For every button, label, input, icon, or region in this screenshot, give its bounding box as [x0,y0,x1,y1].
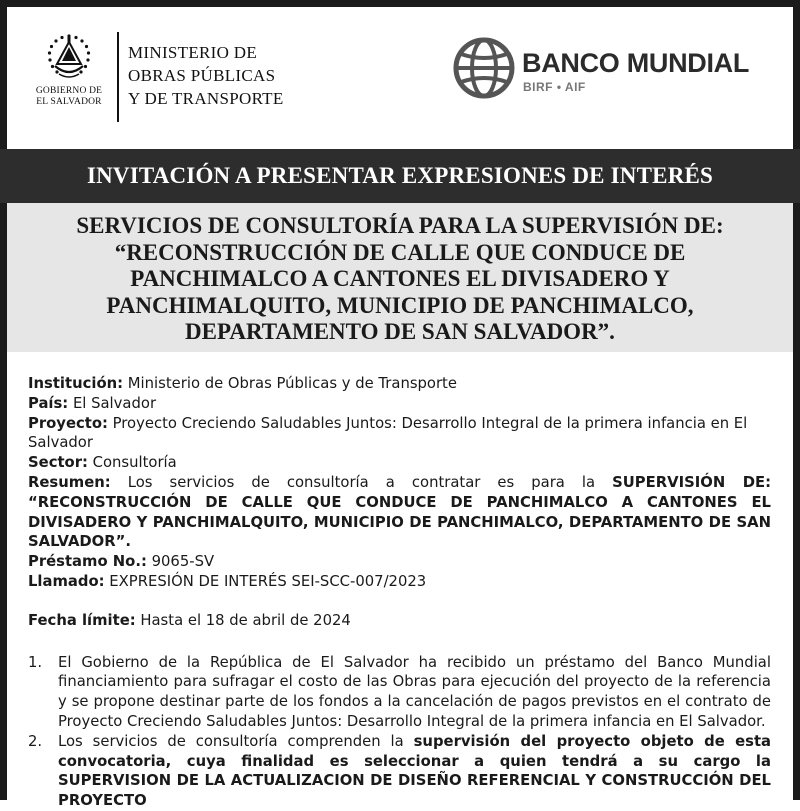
ministry-line2: OBRAS PÚBLICAS [128,66,276,85]
llamado-label: Llamado: [28,572,105,590]
ministry-name [128,41,284,110]
fecha-limite-value: Hasta el 18 de abril de 2024 [135,611,351,629]
resumen-label: Resumen: [28,473,111,491]
resumen-value: Los servicios de consultoría a contratar es para la [110,473,613,491]
sector-value: Consultoría [87,454,177,472]
pais-value: El Salvador [68,394,157,412]
top-frame-border [0,0,800,7]
title-line2: “RECONSTRUCCIÓN DE CALLE QUE CONDUCE DE [114,239,686,265]
list-item-text: El Gobierno de la República de El Salvador ha recibido un préstamo del Banco Mundial financiamiento para sufragar el costo de las Obras para ejecución del proyecto de la referencia y se propone destinar parte de los fondos a la cancelación de pagos previstos en el contrato de Proyecto Creciendo Saludables Juntos: Desarrollo Integral de la primera infancia en El Salvador. [58,653,771,730]
title-line4: PANCHIMALQUITO, MUNICIPIO DE PANCHIMALCO, [106,292,694,318]
prestamo-field [28,552,771,572]
title-line5: DEPARTAMENTO DE SAN SALVADOR”. [185,319,615,344]
list-item [28,653,771,732]
seal-caption-line2: EL SALVADOR [36,97,102,107]
world-bank-subtitle: BIRF • AIF [523,80,586,94]
list-item-number: 2. [28,732,43,750]
list-item-number: 1. [28,653,43,671]
spacer [28,631,771,653]
institucion-field [28,374,771,394]
resumen-field [28,473,771,552]
document-body [28,374,771,811]
pais-label: País: [28,394,69,412]
list-item-text: Los servicios de consultoría comprenden la [58,732,414,750]
coat-of-arms-icon [43,32,95,82]
proyecto-label: Proyecto: [28,414,108,432]
el-salvador-seal [32,32,106,108]
fecha-limite-label: Fecha límite: [28,611,136,629]
ministry-line1: MINISTERIO DE [128,43,258,62]
header-divider [117,32,119,122]
list-item [28,732,771,811]
world-bank-globe-icon [452,36,516,100]
proyecto-value: Proyecto Creciendo Saludables Juntos: Desarrollo Integral de la primera infancia en El Salvador [28,414,748,452]
spacer [28,592,771,611]
title-line1: SERVICIOS DE CONSULTORÍA PARA LA SUPERVISIÓN DE: [76,213,724,238]
resumen-bold-text: SUPERVISIÓN DE: “RECONSTRUCCIÓN DE CALLE QUE CONDUCE DE PANCHIMALCO A CANTONES EL DIVISADERO Y PANCHIMALQUITO, MUNICIPIO DE PANCHIMALCO, DEPARTAMENTO DE SAN SALVADOR”. [28,473,772,551]
right-frame-border [793,0,800,800]
title-box [7,203,793,352]
prestamo-label: Préstamo No.: [28,553,147,571]
fecha-limite-field [28,611,771,631]
numbered-list [28,653,771,811]
institucion-label: Institución: [28,375,124,392]
invitation-banner: INVITACIÓN A PRESENTAR EXPRESIONES DE INTERÉS [0,149,800,203]
seal-caption [32,86,106,108]
prestamo-value: 9065-SV [146,553,215,571]
institucion-value: Ministerio de Obras Públicas y de Transporte [123,375,457,392]
sector-label: Sector: [28,454,88,472]
list-item-bold-text: supervisión del proyecto objeto de esta convocatoria, cuya finalidad es seleccionar a quien tendrá a su cargo la SUPERVISION DE LA ACTUALIZACION DE DISEÑO REFERENCIAL Y CONSTRUCCIÓN DEL PROYECTO [58,732,772,810]
proyecto-field [28,414,771,454]
seal-caption-line1: GOBIERNO DE [35,86,103,96]
pais-field [28,394,771,414]
left-frame-border [0,0,7,800]
ministry-line3: Y DE TRANSPORTE [128,89,284,108]
llamado-field [28,572,771,592]
document-title [7,213,793,346]
title-line3: PANCHIMALCO A CANTONES EL DIVISADERO Y [130,266,670,291]
llamado-value: EXPRESIÓN DE INTERÉS SEI-SCC-007/2023 [104,572,427,590]
world-bank-name: BANCO MUNDIAL [522,48,750,78]
sector-field [28,453,771,473]
